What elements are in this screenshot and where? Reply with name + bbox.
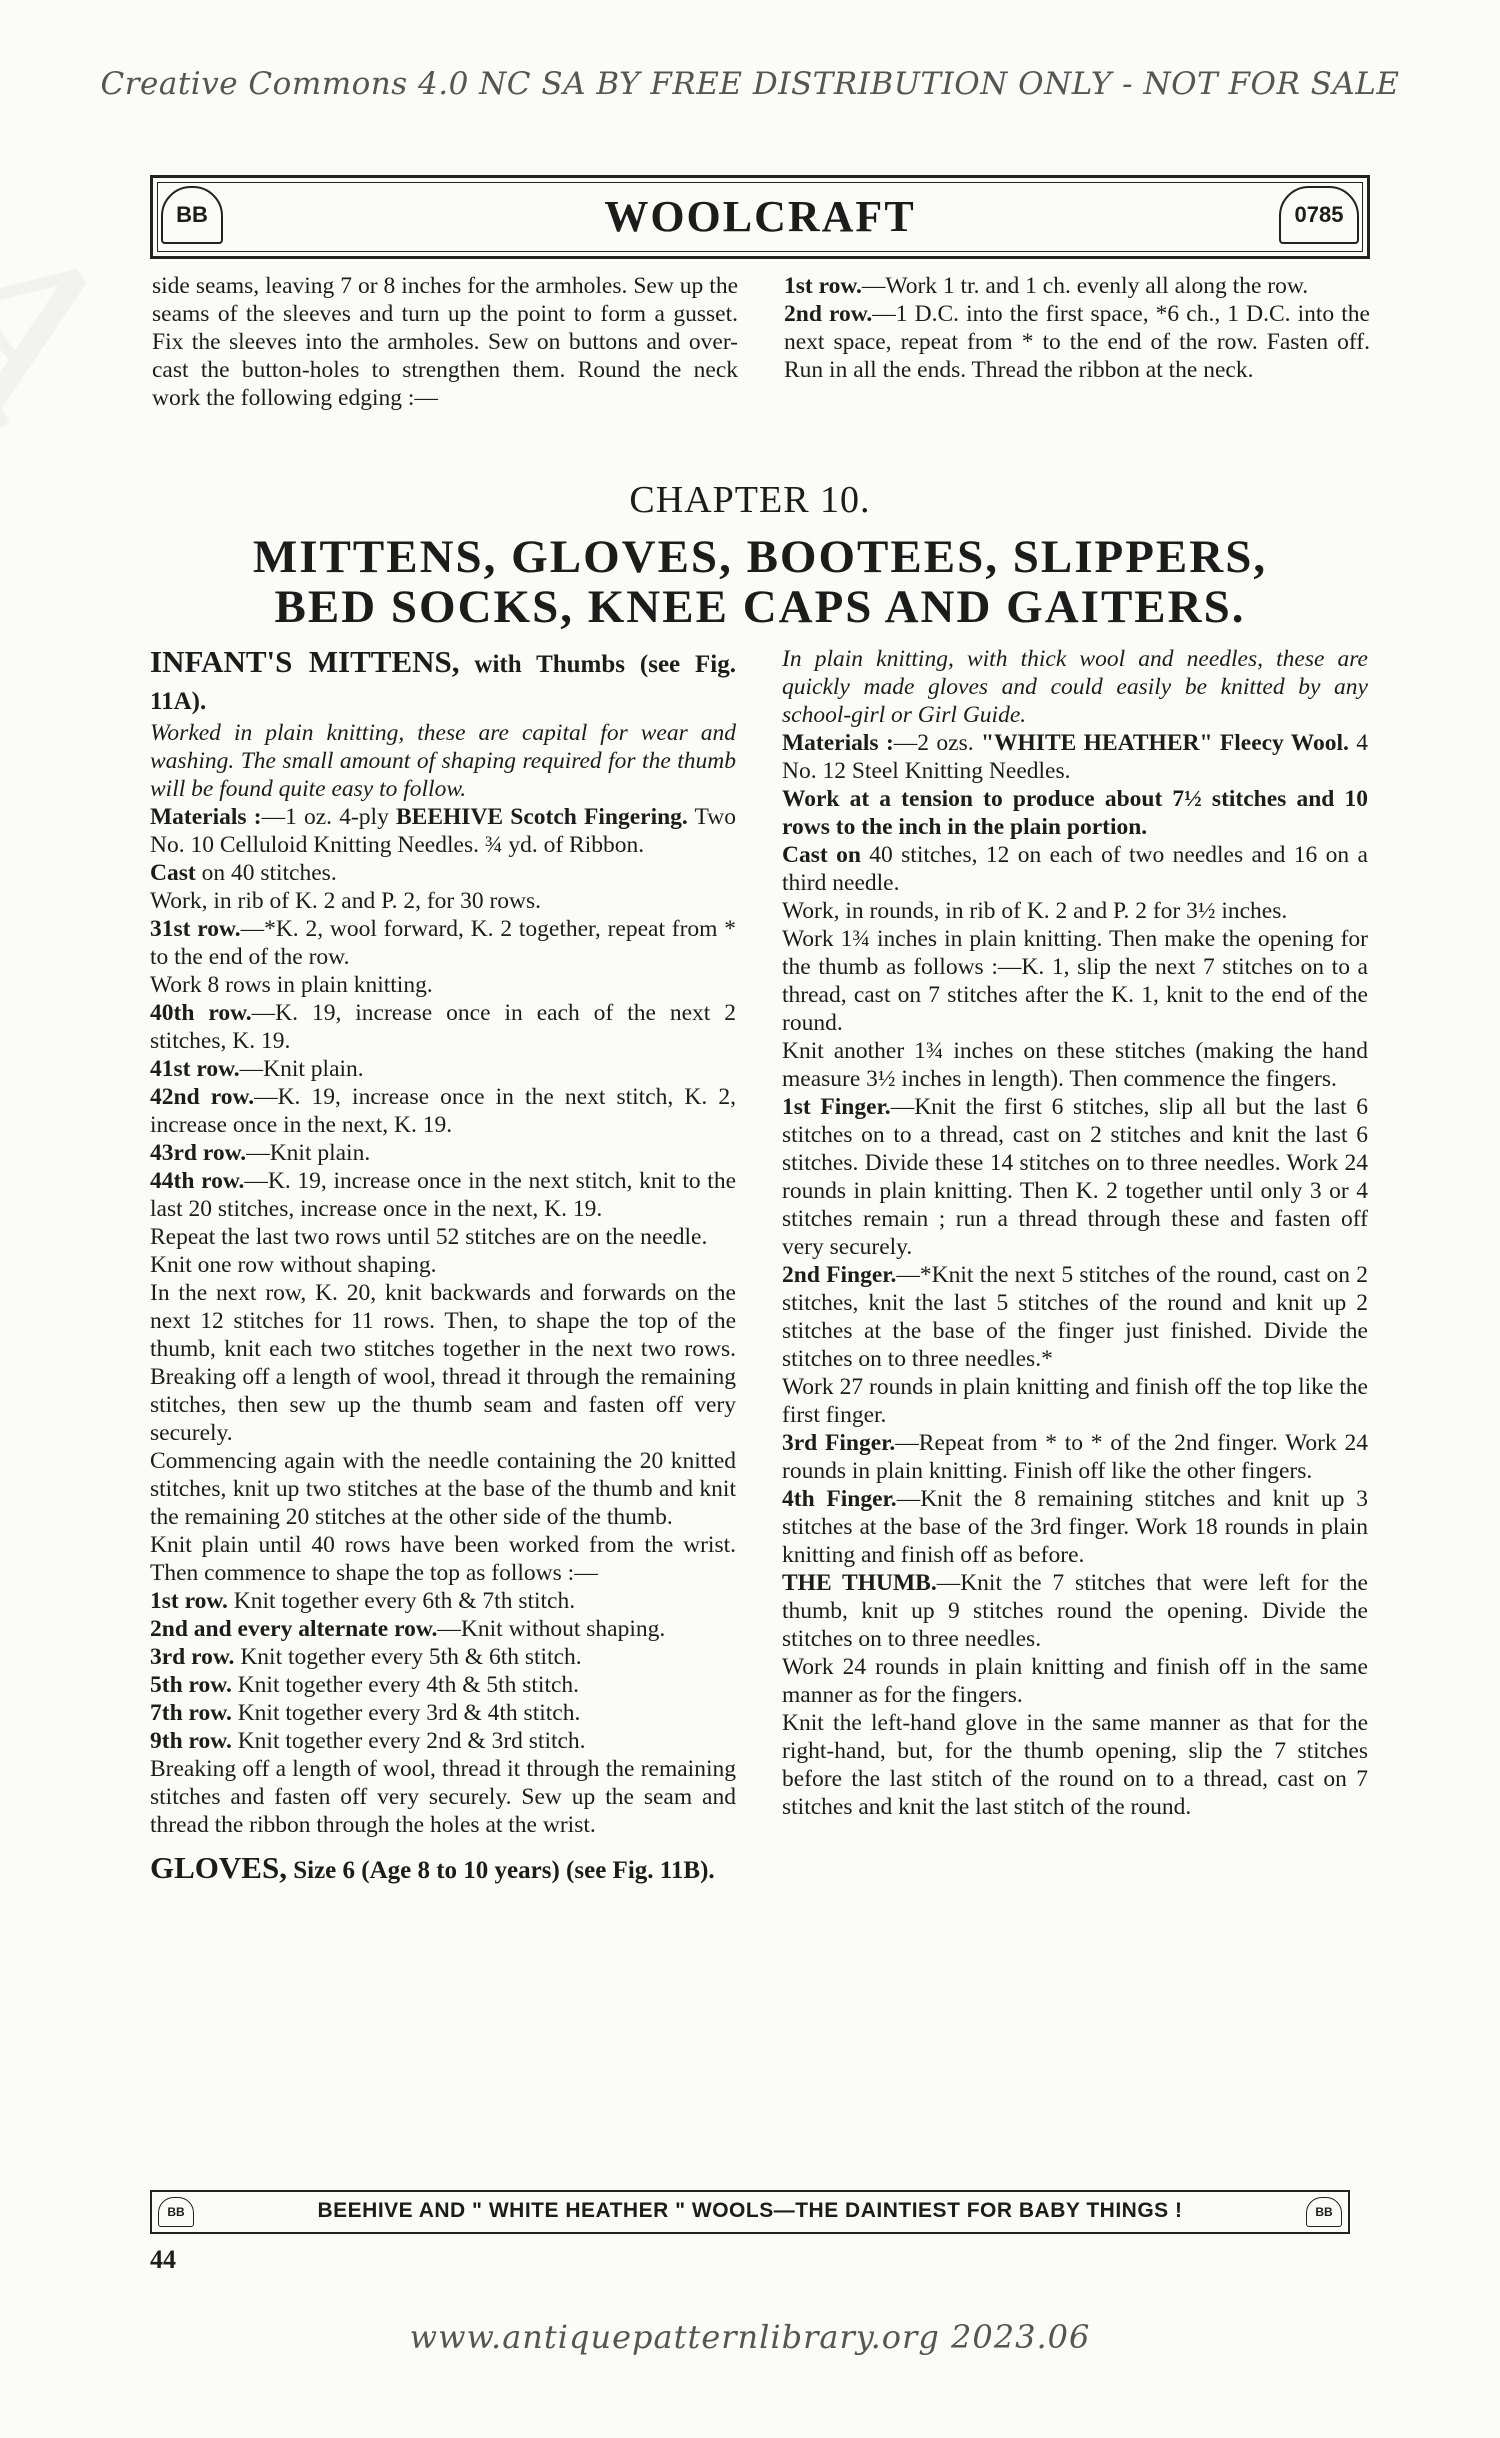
instruction: Knit one row without shaping.	[150, 1252, 437, 1278]
continued-left: side seams, leaving 7 or 8 inches for the armholes. Sew up the seams of the sleeves and turn up the point to form a gusset. Fix the sleeves into the armholes. Sew on buttons and over-cast the button-holes to strengthen them. Round the neck work the following edging :—	[152, 273, 738, 411]
section-intro: In plain knitting, with thick wool and needles, these are quickly made gloves and could easily be knitted by any school-girl or Girl Guide.	[782, 646, 1368, 728]
page-code-badge: 0785	[1279, 186, 1359, 244]
instruction: 5th row. Knit together every 4th & 5th stitch.	[150, 1672, 580, 1698]
instruction: 1st row. Knit together every 6th & 7th stitch.	[150, 1588, 576, 1614]
instruction: 4th Finger.—Knit the 8 remaining stitches and knit up 3 stitches at the base of the 3rd finger. Work 18 rounds in plain knitting and finish off as before.	[782, 1486, 1368, 1568]
beehive-logo-icon: BB	[1306, 2197, 1342, 2227]
instruction: Work 27 rounds in plain knitting and finish off the top like the first finger.	[782, 1374, 1368, 1428]
instruction: Knit plain until 40 rows have been worked from the wrist. Then commence to shape the top as follows :—	[150, 1532, 736, 1586]
instruction: Work, in rib of K. 2 and P. 2, for 30 rows.	[150, 888, 542, 914]
materials: Materials :—1 oz. 4-ply BEEHIVE Scotch Fingering. Two No. 10 Celluloid Knitting Needles. ¾ yd. of Ribbon.	[150, 804, 736, 858]
left-column	[150, 645, 736, 1888]
instruction: Commencing again with the needle containing the 20 knitted stitches, knit up two stitches at the base of the thumb and knit the remaining 20 stitches at the other side of the thumb.	[150, 1448, 736, 1530]
right-column	[782, 645, 1368, 1821]
beehive-logo-icon: BB	[161, 186, 223, 244]
chapter-title-line-2: BED SOCKS, KNEE CAPS AND GAITERS.	[274, 581, 1246, 633]
instruction: Cast on 40 stitches.	[150, 860, 337, 886]
page-number: 44	[150, 2245, 176, 2274]
source-banner: www.antiquepatternlibrary.org 2023.06	[409, 2318, 1091, 2356]
footer-slogan: BEEHIVE AND " WHITE HEATHER " WOOLS—THE DAINTIEST FOR BABY THINGS !	[317, 2199, 1183, 2222]
instruction: 9th row. Knit together every 2nd & 3rd stitch.	[150, 1728, 586, 1754]
instruction: Work 24 rounds in plain knitting and finish off in the same manner as for the fingers.	[782, 1654, 1368, 1708]
tension: Work at a tension to produce about 7½ stitches and 10 rows to the inch in the plain portion.	[782, 786, 1368, 840]
instruction: Breaking off a length of wool, thread it through the remaining stitches and fasten off very securely. Sew up the seam and thread the ribbon through the holes at the wrist.	[150, 1756, 736, 1838]
footer-banner	[150, 2190, 1350, 2234]
instruction: In the next row, K. 20, knit backwards and forwards on the next 12 stitches for 11 rows. Then, to shape the top of the thumb, knit each two stitches together in the next two rows. Breaking off a length of wool, thread it through the remaining stitches, then sew up the thumb seam and fasten off very securely.	[150, 1280, 736, 1446]
license-banner: Creative Commons 4.0 NC SA BY FREE DISTRIBUTION ONLY - NOT FOR SALE	[100, 66, 1400, 102]
page-header	[150, 175, 1370, 259]
beehive-logo-icon: BB	[158, 2197, 194, 2227]
instruction: Work 1¾ inches in plain knitting. Then make the opening for the thumb as follows :—K. 1, slip the next 7 stitches on to a thread, cast on 7 stitches after the K. 1, knit to the end of the round.	[782, 926, 1368, 1036]
instruction: 7th row. Knit together every 3rd & 4th stitch.	[150, 1700, 581, 1726]
chapter-title-line-1: MITTENS, GLOVES, BOOTEES, SLIPPERS,	[252, 531, 1268, 583]
instruction: Cast on 40 stitches, 12 on each of two needles and 16 on a third needle.	[782, 842, 1368, 896]
instruction: Work, in rounds, in rib of K. 2 and P. 2 for 3½ inches.	[782, 898, 1288, 924]
continued-text	[152, 272, 1370, 452]
instruction: 42nd row.—K. 19, increase once in the next stitch, K. 2, increase once in the next, K. 19.	[150, 1084, 736, 1138]
section-intro: Worked in plain knitting, these are capital for wear and washing. The small amount of shaping required for the thumb will be found quite easy to follow.	[150, 720, 736, 802]
instruction: 41st row.—Knit plain.	[150, 1056, 364, 1082]
instruction: 31st row.—*K. 2, wool forward, K. 2 together, repeat from * to the end of the row.	[150, 916, 737, 970]
instruction: Repeat the last two rows until 52 stitches are on the needle.	[150, 1224, 708, 1250]
row-instruction: 2nd row.—1 D.C. into the first space, *6 ch., 1 D.C. into the next space, repeat from * to the end of the row. Fasten off. Run in all the ends. Thread the ribbon at the neck.	[784, 301, 1370, 383]
continued-right	[784, 272, 1370, 384]
section-heading-gloves: GLOVES, Size 6 (Age 8 to 10 years) (see Fig. 11B).	[150, 1850, 715, 1885]
chapter-number: CHAPTER 10.	[629, 479, 871, 521]
row-instruction: 1st row.—Work 1 tr. and 1 ch. evenly all along the row.	[784, 273, 1309, 299]
instruction: 2nd and every alternate row.—Knit without shaping.	[150, 1616, 666, 1642]
instruction: Knit the left-hand glove in the same manner as that for the right-hand, but, for the thumb opening, slip the 7 stitches before the last stitch of the round on to a thread, cast on 7 stitches and knit the last stitch of the round.	[782, 1710, 1368, 1820]
instruction: 40th row.—K. 19, increase once in each of the next 2 stitches, K. 19.	[150, 1000, 737, 1054]
instruction: THE THUMB.—Knit the 7 stitches that were left for the thumb, knit up 9 stitches round the opening. Divide the stitches on to three needles.	[782, 1570, 1368, 1652]
instruction: 2nd Finger.—*Knit the next 5 stitches of the round, cast on 2 stitches, knit the last 5 stitches of the round and knit up 2 stitches at the base of the finger just finished. Divide the stitches on to three needles.*	[782, 1262, 1369, 1372]
instruction: Work 8 rows in plain knitting.	[150, 972, 433, 998]
instruction: 1st Finger.—Knit the first 6 stitches, slip all but the last 6 stitches on to a thread, cast on 2 stitches and knit the last 6 stitches. Divide these 14 stitches on to three needles. Work 24 rounds in plain knitting. Then K. 2 together until only 3 or 4 stitches remain ; run a thread through these and fasten off very securely.	[782, 1094, 1368, 1260]
materials: Materials :—2 ozs. "WHITE HEATHER" Fleecy Wool. 4 No. 12 Steel Knitting Needles.	[782, 730, 1368, 784]
instruction: 3rd row. Knit together every 5th & 6th stitch.	[150, 1644, 582, 1670]
instruction: 43rd row.—Knit plain.	[150, 1140, 371, 1166]
instruction: Knit another 1¾ inches on these stitches (making the hand measure 3½ inches in length). Then commence the fingers.	[782, 1038, 1368, 1092]
header-title: WOOLCRAFT	[604, 192, 916, 241]
instruction: 3rd Finger.—Repeat from * to * of the 2nd finger. Work 24 rounds in plain knitting. Finish off like the other fingers.	[782, 1430, 1368, 1484]
watermark	[0, 190, 160, 455]
instruction: 44th row.—K. 19, increase once in the next stitch, knit to the last 20 stitches, increase once in the next, K. 19.	[150, 1168, 737, 1222]
section-heading-mittens: INFANT'S MITTENS, with Thumbs (see Fig. 11A).	[150, 644, 736, 715]
